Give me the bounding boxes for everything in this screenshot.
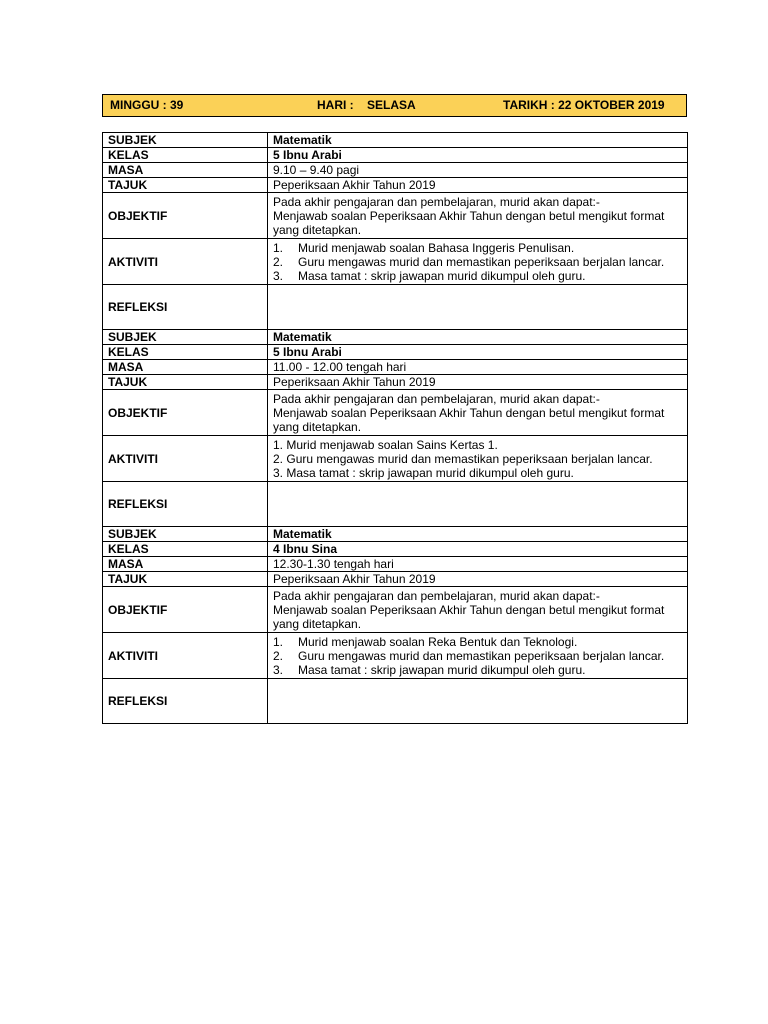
objektif-line: Menjawab soalan Peperiksaan Akhir Tahun dengan betul mengikut format (273, 208, 665, 223)
objektif-line: Pada akhir pengajaran dan pembelajaran, murid akan dapat:- (273, 391, 600, 406)
tajuk-value: Peperiksaan Akhir Tahun 2019 (268, 572, 688, 587)
refleksi-label: REFLEKSI (103, 679, 268, 724)
aktiviti-item-number: 2. (273, 451, 284, 466)
aktiviti-item (273, 466, 682, 480)
aktiviti-value (268, 633, 688, 679)
subjek-value: Matematik (268, 330, 688, 345)
aktiviti-item-text: Guru mengawas murid dan memastikan peperiksaan berjalan lancar. (298, 254, 665, 269)
aktiviti-item-number: 1. (273, 437, 284, 452)
row-objektif (103, 390, 688, 436)
objektif-line: yang ditetapkan. (273, 419, 362, 434)
kelas-label: KELAS (103, 345, 268, 360)
objektif-line: yang ditetapkan. (273, 616, 362, 631)
row-aktiviti (103, 239, 688, 285)
aktiviti-item-text: Murid menjawab soalan Sains Kertas 1. (286, 437, 498, 452)
aktiviti-label: AKTIVITI (103, 633, 268, 679)
masa-value: 11.00 - 12.00 tengah hari (268, 360, 688, 375)
kelas-value: 5 Ibnu Arabi (268, 148, 688, 163)
objektif-label: OBJEKTIF (103, 390, 268, 436)
aktiviti-item-number: 3. (273, 662, 284, 677)
objektif-line: Menjawab soalan Peperiksaan Akhir Tahun dengan betul mengikut format (273, 405, 665, 420)
row-aktiviti (103, 633, 688, 679)
objektif-line: Pada akhir pengajaran dan pembelajaran, murid akan dapat:- (273, 588, 600, 603)
aktiviti-item-text: Murid menjawab soalan Bahasa Inggeris Penulisan. (298, 240, 575, 255)
row-tajuk (103, 572, 688, 587)
aktiviti-item-number: 3. (273, 268, 284, 283)
tajuk-value: Peperiksaan Akhir Tahun 2019 (268, 178, 688, 193)
aktiviti-item (273, 663, 682, 677)
masa-value: 9.10 – 9.40 pagi (268, 163, 688, 178)
refleksi-label: REFLEKSI (103, 285, 268, 330)
aktiviti-item-text: Guru mengawas murid dan memastikan peperiksaan berjalan lancar. (286, 451, 653, 466)
row-objektif (103, 193, 688, 239)
subjek-value: Matematik (268, 133, 688, 148)
kelas-label: KELAS (103, 542, 268, 557)
refleksi-value (268, 482, 688, 527)
tajuk-label: TAJUK (103, 572, 268, 587)
subjek-value: Matematik (268, 527, 688, 542)
aktiviti-item-text: Masa tamat : skrip jawapan murid dikumpul oleh guru. (298, 268, 586, 283)
tajuk-value: Peperiksaan Akhir Tahun 2019 (268, 375, 688, 390)
objektif-value (268, 193, 688, 239)
row-subjek (103, 527, 688, 542)
row-refleksi (103, 285, 688, 330)
objektif-value (268, 390, 688, 436)
lesson-plan-table (102, 132, 688, 724)
aktiviti-item (273, 649, 682, 663)
aktiviti-item (273, 269, 682, 283)
aktiviti-item (273, 241, 682, 255)
masa-value: 12.30-1.30 tengah hari (268, 557, 688, 572)
objektif-label: OBJEKTIF (103, 587, 268, 633)
tajuk-label: TAJUK (103, 178, 268, 193)
row-refleksi (103, 482, 688, 527)
row-tajuk (103, 375, 688, 390)
aktiviti-item-number: 2. (273, 648, 284, 663)
objektif-value (268, 587, 688, 633)
objektif-line: yang ditetapkan. (273, 222, 362, 237)
subjek-label: SUBJEK (103, 330, 268, 345)
row-masa (103, 360, 688, 375)
row-masa (103, 163, 688, 178)
objektif-label: OBJEKTIF (103, 193, 268, 239)
aktiviti-item (273, 452, 682, 466)
row-subjek (103, 133, 688, 148)
row-aktiviti (103, 436, 688, 482)
week-header-bar (102, 94, 687, 117)
masa-label: MASA (103, 360, 268, 375)
refleksi-value (268, 285, 688, 330)
kelas-value: 4 Ibnu Sina (268, 542, 688, 557)
row-refleksi (103, 679, 688, 724)
row-tajuk (103, 178, 688, 193)
refleksi-value (268, 679, 688, 724)
aktiviti-item-number: 2. (273, 254, 284, 269)
row-kelas (103, 345, 688, 360)
aktiviti-item-number: 3. (273, 465, 284, 480)
row-objektif (103, 587, 688, 633)
aktiviti-value (268, 436, 688, 482)
masa-label: MASA (103, 557, 268, 572)
aktiviti-item (273, 255, 682, 269)
aktiviti-item-text: Masa tamat : skrip jawapan murid dikumpul oleh guru. (298, 662, 586, 677)
kelas-value: 5 Ibnu Arabi (268, 345, 688, 360)
aktiviti-label: AKTIVITI (103, 239, 268, 285)
aktiviti-value (268, 239, 688, 285)
tajuk-label: TAJUK (103, 375, 268, 390)
subjek-label: SUBJEK (103, 133, 268, 148)
row-masa (103, 557, 688, 572)
aktiviti-item-number: 1. (273, 240, 284, 255)
day-name: HARI : SELASA (317, 98, 416, 112)
aktiviti-label: AKTIVITI (103, 436, 268, 482)
week-number: MINGGU : 39 (110, 98, 184, 112)
objektif-line: Menjawab soalan Peperiksaan Akhir Tahun dengan betul mengikut format (273, 602, 665, 617)
subjek-label: SUBJEK (103, 527, 268, 542)
aktiviti-item (273, 635, 682, 649)
row-subjek (103, 330, 688, 345)
objektif-line: Pada akhir pengajaran dan pembelajaran, murid akan dapat:- (273, 194, 600, 209)
masa-label: MASA (103, 163, 268, 178)
kelas-label: KELAS (103, 148, 268, 163)
aktiviti-item-text: Guru mengawas murid dan memastikan peperiksaan berjalan lancar. (298, 648, 665, 663)
refleksi-label: REFLEKSI (103, 482, 268, 527)
row-kelas (103, 148, 688, 163)
row-kelas (103, 542, 688, 557)
aktiviti-item-text: Murid menjawab soalan Reka Bentuk dan Teknologi. (298, 634, 578, 649)
aktiviti-item-text: Masa tamat : skrip jawapan murid dikumpul oleh guru. (286, 465, 574, 480)
date: TARIKH : 22 OKTOBER 2019 (503, 98, 665, 112)
aktiviti-item (273, 438, 682, 452)
aktiviti-item-number: 1. (273, 634, 284, 649)
